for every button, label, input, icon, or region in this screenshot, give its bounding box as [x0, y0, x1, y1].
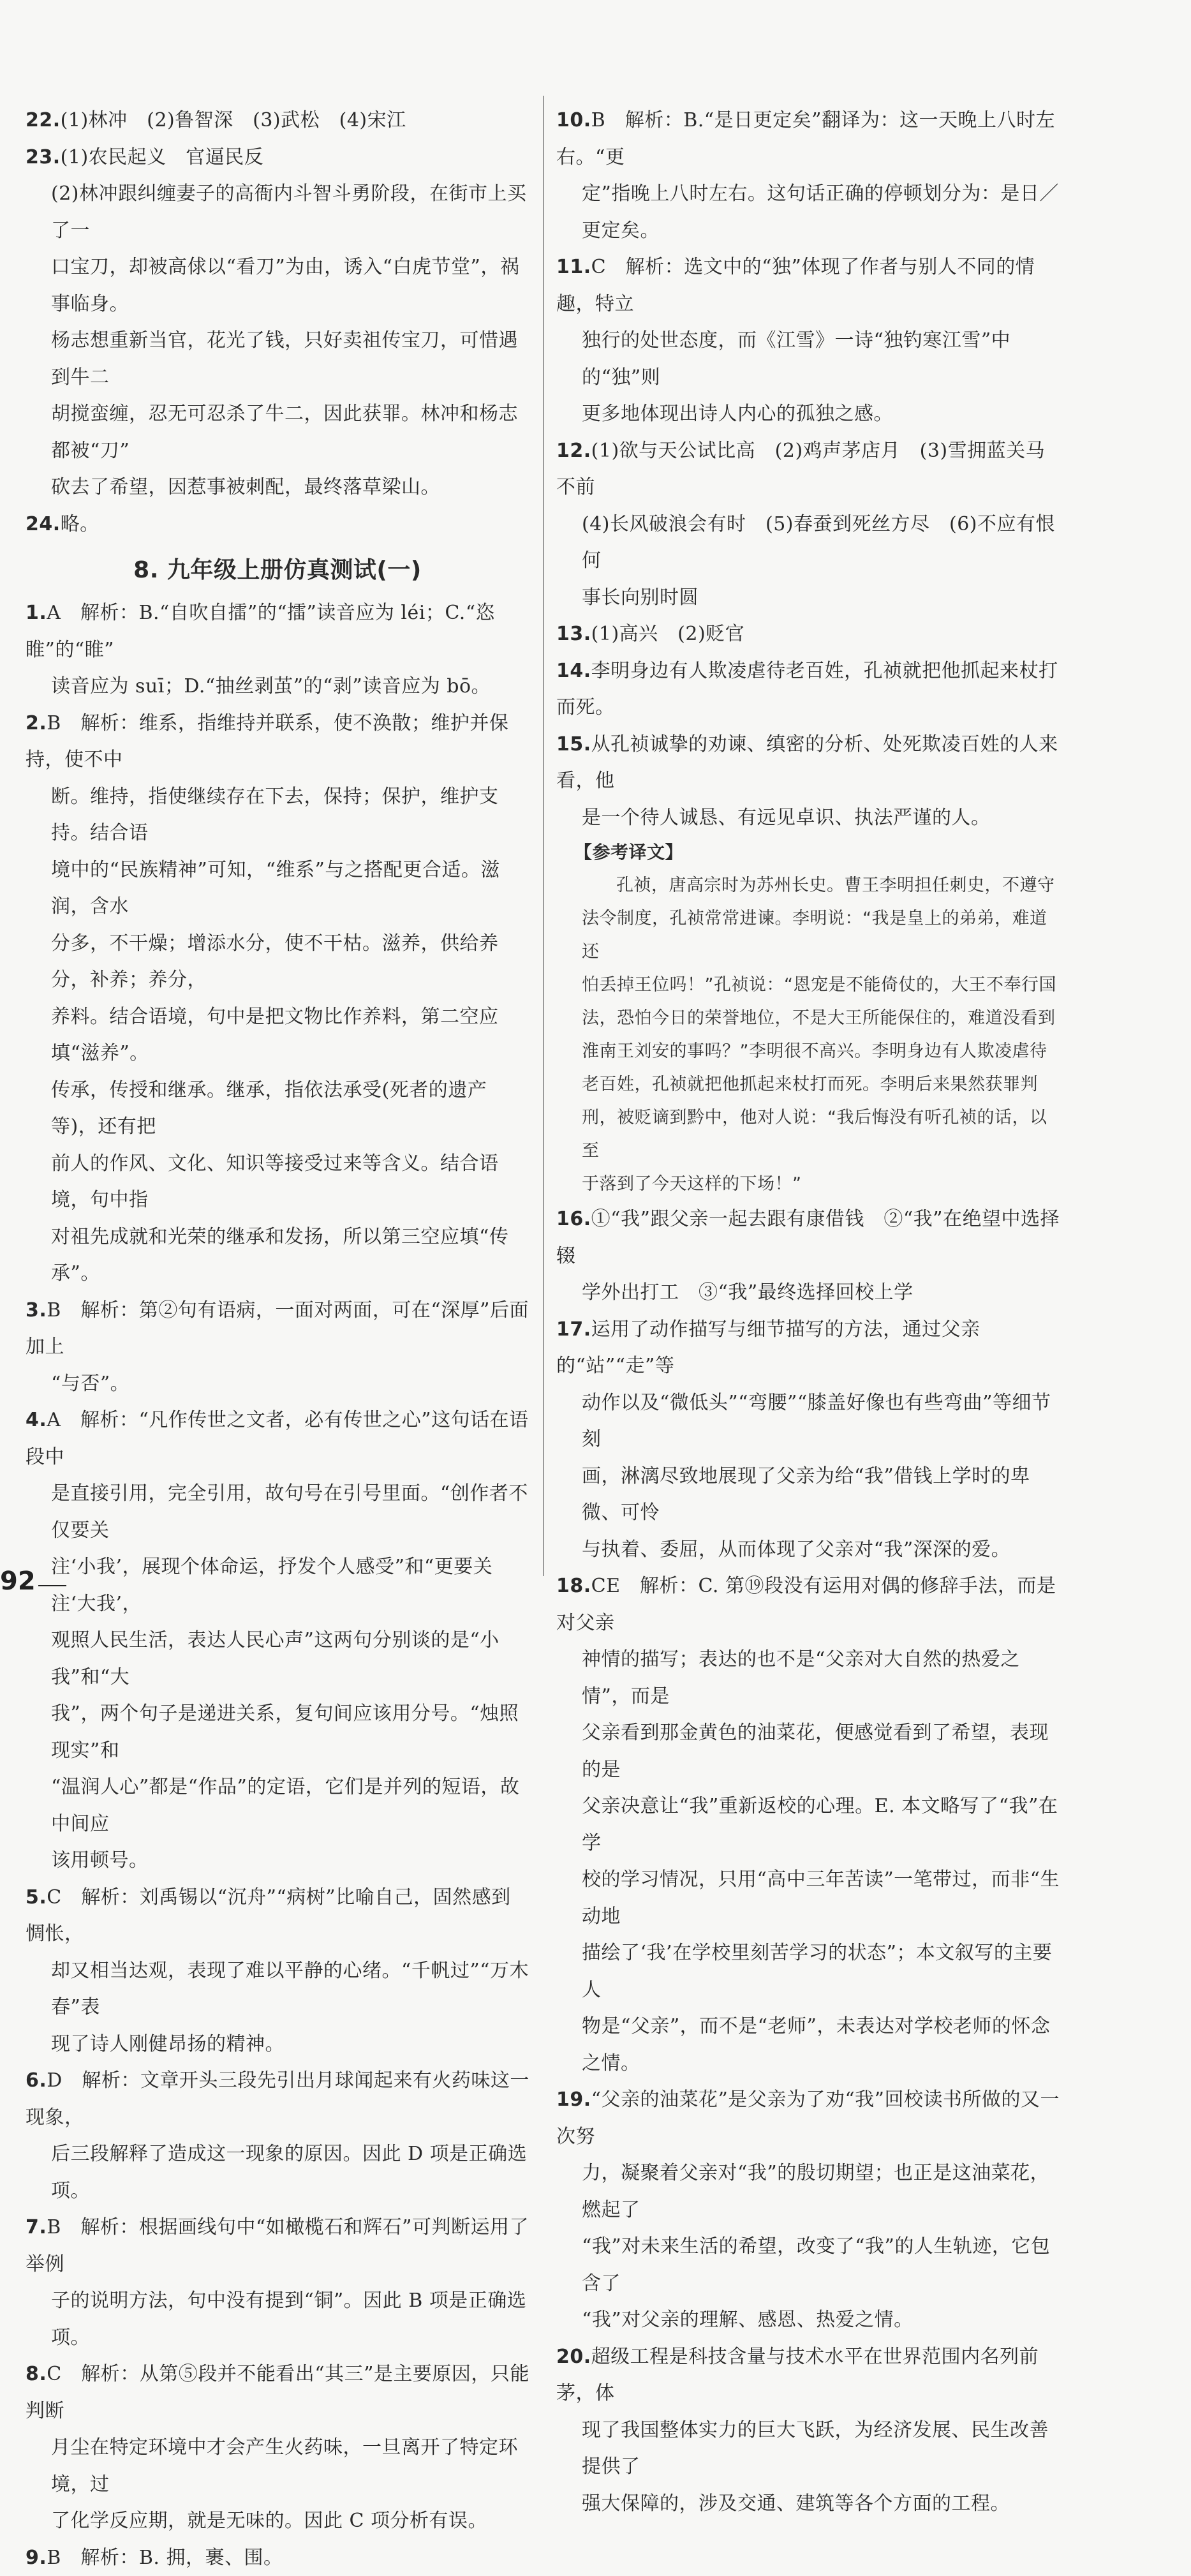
- answer-6: 6.D 解析：文章开头三段先引出月球闻起来有火药味这一现象， 后三段解释了造成这一现象的原因。因此 D 项是正确选项。: [26, 2062, 529, 2209]
- answer-14: 14.李明身边有人欺凌虐待老百姓，孔祯就把他抓起来杖打而死。: [556, 653, 1060, 726]
- answer-10: 10.B 解析：B.“是日更定矣”翻译为：这一天晚上八时左右。“更 定”指晚上八时左右。这句话正确的停顿划分为：是日／更定矣。: [556, 102, 1060, 249]
- reference-translation: 孔祯，唐高宗时为苏州长史。曹王李明担任刺史，不遵守 法令制度，孔祯常常进谏。李明说：“我是皇上的弟弟，难道还 怕丢掉王位吗！”孔祯说：“恩宠是不能倚仗的，大王不奉行国 法，恐怕今日的荣誉地位，不是大王所能保住的，难道没看到 淮南王刘安的事吗？”李明很不高兴。李明身边有人欺凌虐待 老百姓，孔祯就把他抓起来杖打而死。李明后来果然获罪判 刑，被贬谪到黔中，他对人说：“我后悔没有听孔祯的话，以至 于落到了今天这样的下场！”: [556, 869, 1060, 1201]
- answer-16: 16.①“我”跟父亲一起去跟有康借钱 ②“我”在绝望中选择辍 学外出打工 ③“我”最终选择回校上学: [556, 1201, 1060, 1311]
- answer-11: 11.C 解析：选文中的“独”体现了作者与别人不同的情趣，特立 独行的处世态度，而《江雪》一诗“独钓寒江雪”中的“独”则 更多地体现出诗人内心的孤独之感。: [556, 249, 1060, 433]
- answer-4: 4.A 解析：“凡作传世之文者，必有传世之心”这句话在语段中 是直接引用，完全引用，故句号在引号里面。“创作者不仅要关 注‘小我’，展现个体命运，抒发个人感受”和“更要关注‘大我’， 观照人民生活，表达人民心声”这两句分别谈的是“小我”和“大 我”，两个句子是递进关系，复句间应该用分号。“烛照现实”和 “温润人心”都是“作品”的定语，它们是并列的短语，故中间应 该用顿号。: [26, 1402, 529, 1879]
- answer-23: 23.(1)农民起义 官逼民反: [26, 139, 529, 176]
- answer-22: 22.(1)林冲 (2)鲁智深 (3)武松 (4)宋江: [26, 102, 529, 139]
- answer-9: 9.B 解析：B. 拥，裹、围。: [26, 2540, 529, 2576]
- answer-15: 15.从孔祯诚挚的劝谏、缜密的分析、处死欺凌百姓的人来看，他 是一个待人诚恳、有远见卓识、执法严谨的人。: [556, 726, 1060, 837]
- answer-17: 17.运用了动作描写与细节描写的方法，通过父亲的“站”“走”等 动作以及“微低头”“弯腰”“膝盖好像也有些弯曲”等细节刻 画，淋漓尽致地展现了父亲为给“我”借钱上学时的卑微、可怜 与执着、委屈，从而体现了父亲对“我”深深的爱。: [556, 1311, 1060, 1568]
- answer-20: 20.超级工程是科技含量与技术水平在世界范围内名列前茅，体 现了我国整体实力的巨大飞跃，为经济发展、民生改善提供了 强大保障的，涉及交通、建筑等各个方面的工程。: [556, 2339, 1060, 2522]
- answer-24: 24.略。: [26, 506, 529, 543]
- page-number: 92: [0, 1567, 36, 1596]
- answer-12: 12.(1)欲与天公试比高 (2)鸡声茅店月 (3)雪拥蓝关马不前 (4)长风破浪会有时 (5)春蚕到死丝方尽 (6)不应有恨 何 事长向别时圆: [556, 433, 1060, 616]
- answer-23-continuation: (2)林冲跟纠缠妻子的高衙内斗智斗勇阶段，在街市上买了一 口宝刀，却被高俅以“看刀”为由，诱入“白虎节堂”，祸事临身。 杨志想重新当官，花光了钱，只好卖祖传宝刀，可惜遇到牛二 胡搅蛮缠，忍无可忍杀了牛二，因此获罪。林冲和杨志都被“刀” 砍去了希望，因惹事被刺配，最终落草梁山。: [26, 175, 529, 506]
- answer-8: 8.C 解析：从第⑤段并不能看出“其三”是主要原因，只能判断 月尘在特定环境中才会产生火药味，一旦离开了特定环境，过 了化学反应期，就是无味的。因此 C 项分析有误。: [26, 2356, 529, 2540]
- page-number-dash: [38, 1585, 66, 1586]
- answer-7: 7.B 解析：根据画线句中“如橄榄石和辉石”可判断运用了举例 子的说明方法，句中没有提到“铜”。因此 B 项是正确选项。: [26, 2209, 529, 2356]
- answer-1: 1.A 解析：B.“自吹自擂”的“擂”读音应为 léi；C.“恣睢”的“睢” 读音应为 suī；D.“抽丝剥茧”的“剥”读音应为 bō。: [26, 595, 529, 705]
- reference-translation-heading: 【参考译文】: [556, 836, 1060, 869]
- section-title: 8. 九年级上册仿真测试(一): [26, 550, 529, 591]
- answer-13: 13.(1)高兴 (2)贬官: [556, 616, 1060, 653]
- right-column: [556, 102, 1060, 2522]
- answer-2: 2.B 解析：维系，指维持并联系，使不涣散；维护并保持，使不中 断。维持，指使继续存在下去，保持；保护，维护支持。结合语 境中的“民族精神”可知，“维系”与之搭配更合适。滋润，含水 分多，不干燥；增添水分，使不干枯。滋养，供给养分，补养；养分， 养料。结合语境，句中是把文物比作养料，第二空应填“滋养”。 传承，传授和继承。继承，指依法承受(死者的遗产等)，还有把 前人的作风、文化、知识等接受过来等含义。结合语境，句中指 对祖先成就和光荣的继承和发扬，所以第三空应填“传承”。: [26, 705, 529, 1292]
- answer-5: 5.C 解析：刘禹锡以“沉舟”“病树”比喻自己，固然感到惆怅， 却又相当达观，表现了难以平静的心绪。“千帆过”“万木春”表 现了诗人刚健昂扬的精神。: [26, 1879, 529, 2063]
- answer-19: 19.“父亲的油菜花”是父亲为了劝“我”回校读书所做的又一次努 力，凝聚着父亲对“我”的殷切期望；也正是这油菜花，燃起了 “我”对未来生活的希望，改变了“我”的人生轨迹，它包含了 “我”对父亲的理解、感恩、热爱之情。: [556, 2081, 1060, 2339]
- answer-18: 18.CE 解析：C. 第⑲段没有运用对偶的修辞手法，而是对父亲 神情的描写；表达的也不是“父亲对大自然的热爱之情”，而是 父亲看到那金黄色的油菜花，便感觉看到了希望，表现的是 父亲决意让“我”重新返校的心理。E. 本文略写了“我”在学 校的学习情况，只用“高中三年苦读”一笔带过，而非“生动地 描绘了‘我’在学校里刻苦学习的状态”；本文叙写的主要人 物是“父亲”，而不是“老师”，未表达对学校老师的怀念之情。: [556, 1568, 1060, 2081]
- answer-3: 3.B 解析：第②句有语病，一面对两面，可在“深厚”后面加上 “与否”。: [26, 1292, 529, 1403]
- column-divider: [543, 96, 544, 1576]
- left-column: [26, 102, 529, 2576]
